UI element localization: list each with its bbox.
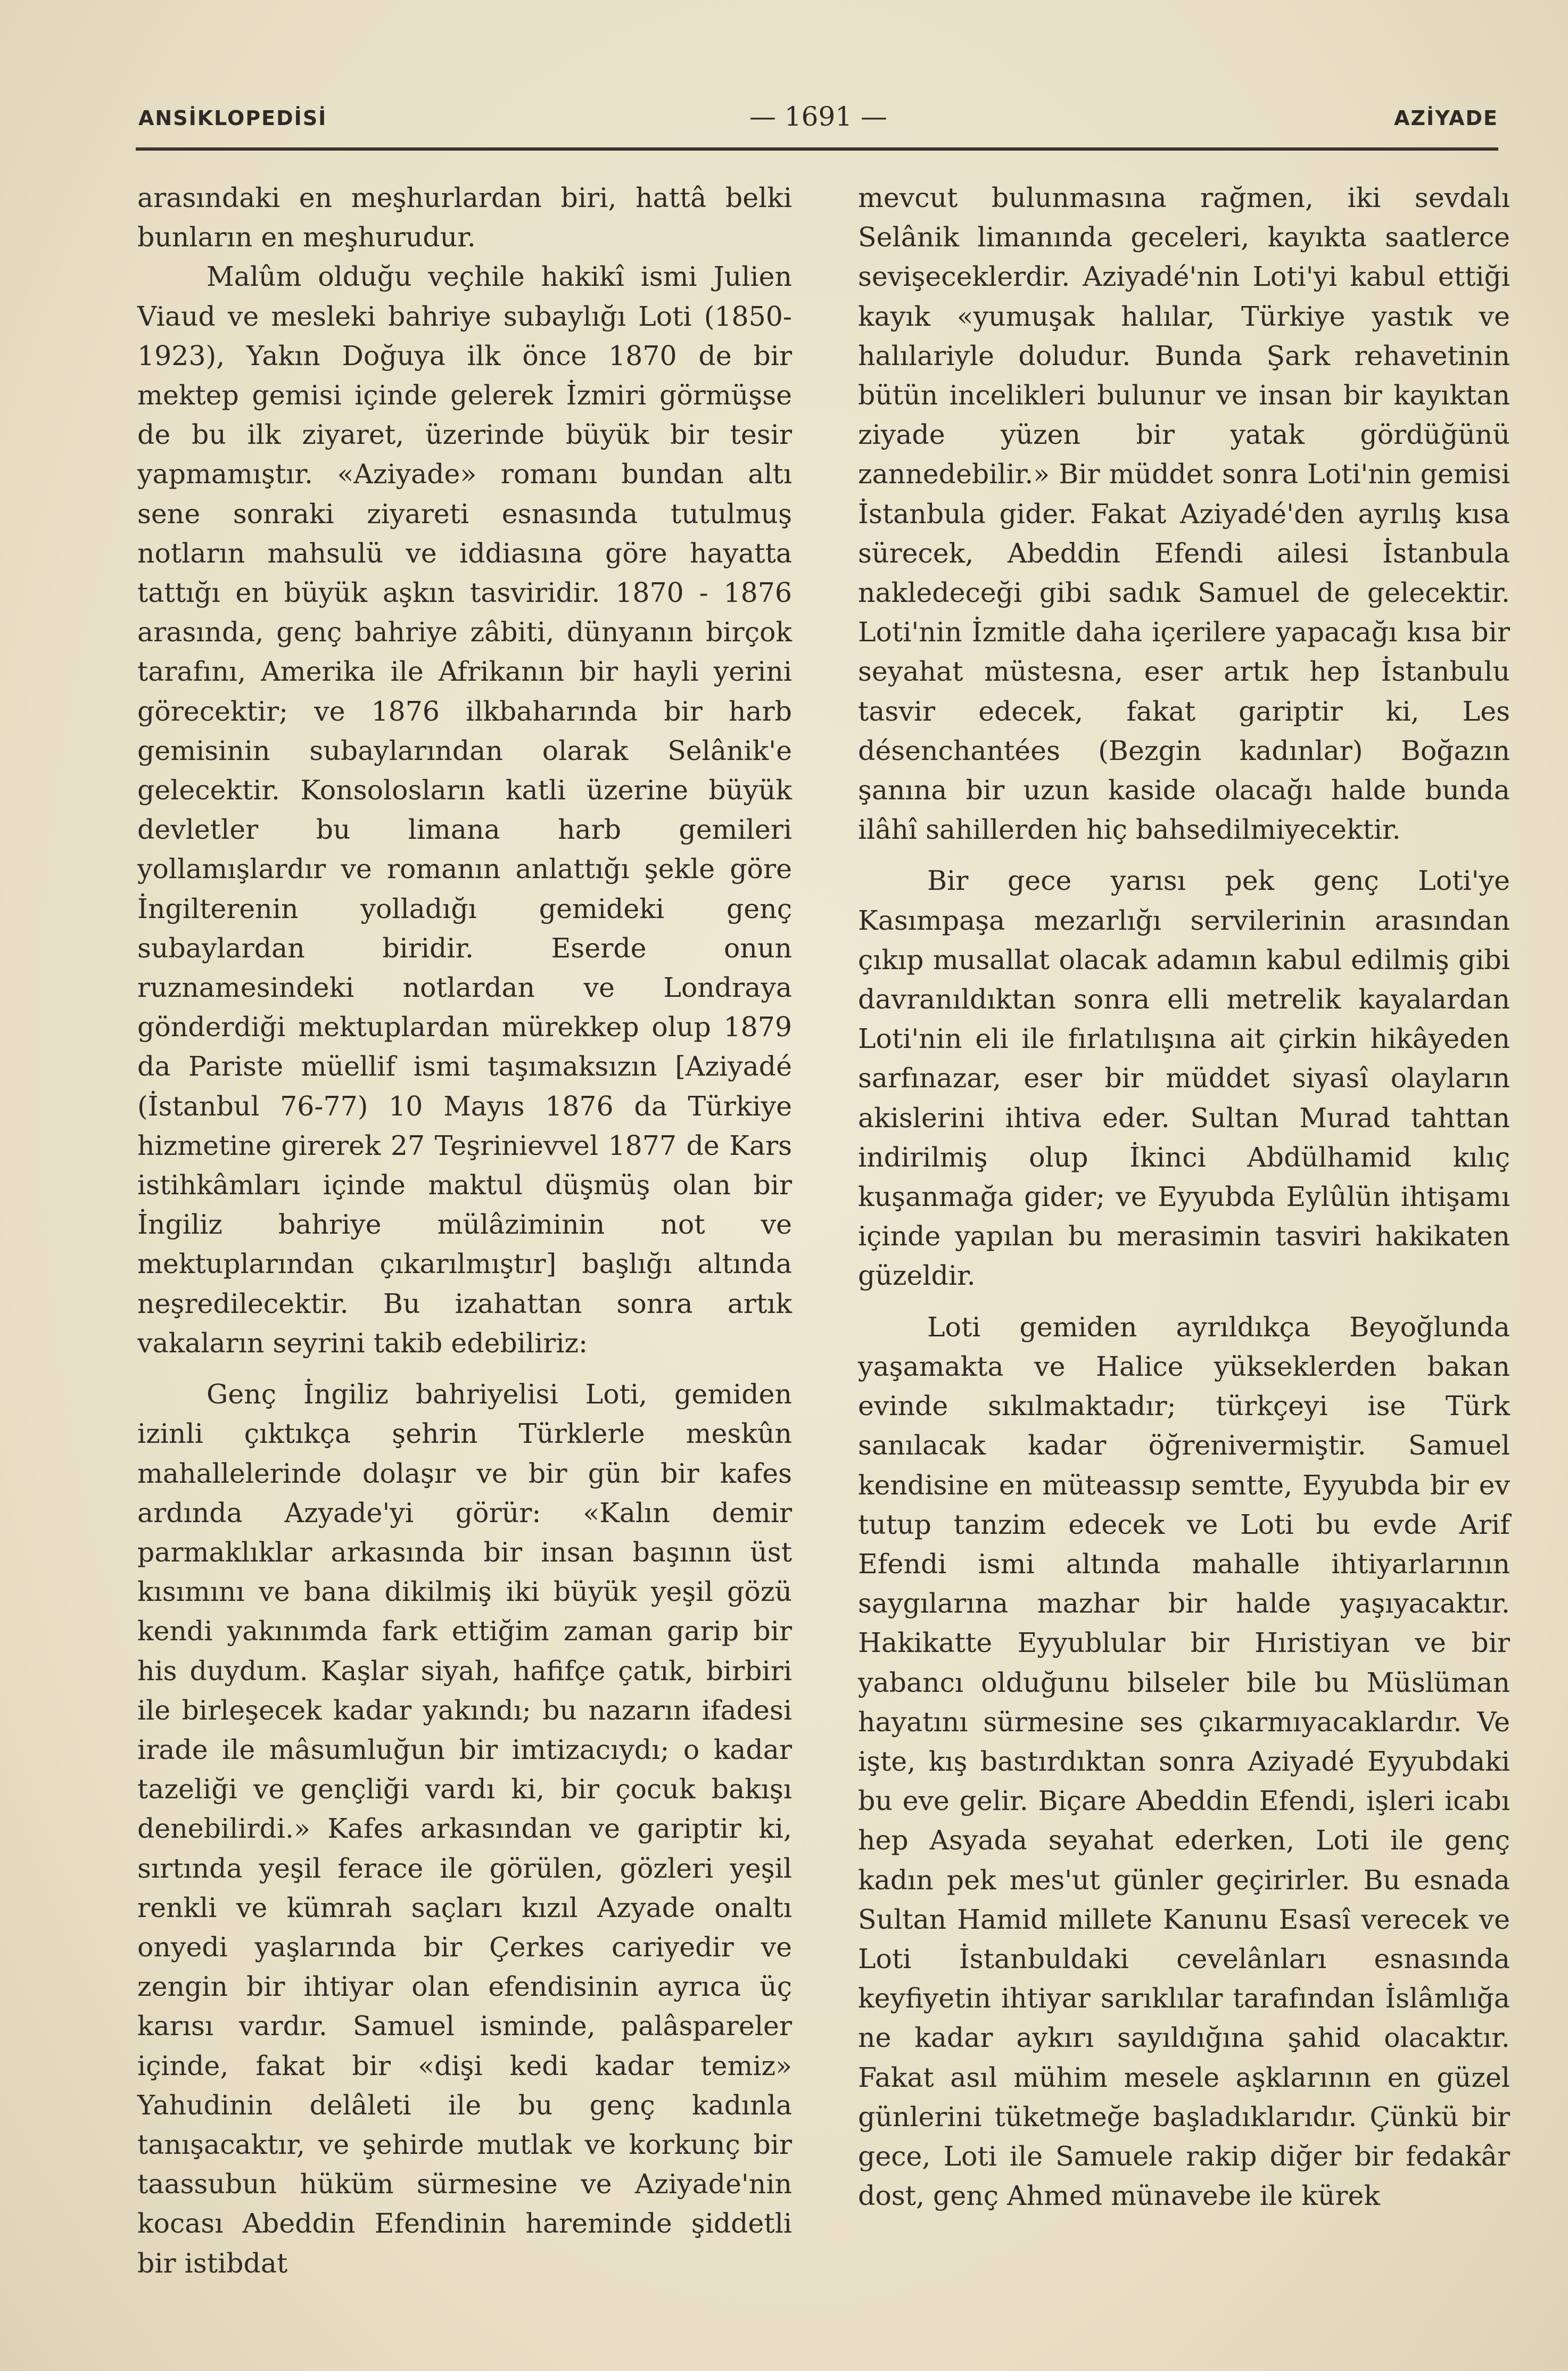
paragraph: arasındaki en meşhurlardan biri, hattâ belki bunların en meşhurudur.: [137, 182, 792, 253]
header-left-title: ANSİKLOPEDİSİ: [138, 106, 327, 130]
paragraph: Malûm olduğu veçhile hakikî ismi Julien Viaud ve mesleki bahriye subaylığı Loti (1850-1923), Yakın Doğuya ilk önce 1870 de bir mektep gemisi içinde gelerek İzmiri görmüşse de bu ilk ziyaret, üzerinde büyük bir tesir yapmamıştır. «Aziyade» romanı bundan altı sene sonraki ziyareti esnasında tutulmuş notların mahsulü ve iddiasına göre hayatta tattığı en büyük aşkın tasviridir. 1870 - 1876 arasında, genç bahriye zâbiti, dünyanın birçok tarafını, Amerika ile Afrikanın bir hayli yerini görecektir; ve 1876 ilkbaharında bir harb gemisinin subaylarından olarak Selânik'e gelecektir. Konsolosların katli üzerine büyük devletler bu limana harb gemileri yollamışlardır ve romanın anlattığı şekle göre İngilterenin yolladığı gemideki genç subaylardan biridir. Eserde onun ruznamesindeki notlardan ve Londraya gönderdiği mektuplardan mürekkep olup 1879 da Pariste müellif ismi taşımaksızın [Aziyadé (İstanbul 76-77) 10 Mayıs 1876 da Türkiye hizmetine girerek 27 Teşrinievvel 1877 de Kars istihkâmları içinde maktul düşmüş olan bir İngiliz bahriye mülâziminin not ve mektuplarından çıkarılmıştır] başlığı altında neşredilecektir. Bu izahattan sonra artık vakaların seyrini takib edebiliriz:: [137, 261, 792, 1359]
header-rule: [136, 147, 1498, 151]
paragraph: mevcut bulunmasına rağmen, iki sevdalı Selânik limanında geceleri, kayıkta saatlerce sevişeceklerdir. Aziyadé'nin Loti'yi kabul ettiği kayık «yumuşak halılar, Türkiye yastık ve halılariyle doludur. Bunda Şark rehavetinin bütün incelikleri bulunur ve insan bir kayıktan ziyade yüzen bir yatak gördüğünü zannedebilir.» Bir müddet sonra Loti'nin gemisi İstanbula gider. Fakat Aziyadé'den ayrılış kısa sürecek, Abeddin Efendi ailesi İstanbula nakledeceği gibi sadık Samuel de gelecektir. Loti'nin İzmitle daha içerilere yapacağı kısa bir seyahat müstesna, eser artık hep İstanbulu tasvir edecek, fakat gariptir ki, Les désenchantées (Bezgin kadınlar) Boğazın şanına bir uzun kaside olacağı halde bunda ilâhî sahillerden hiç bahsedilmiyecektir.: [858, 182, 1510, 846]
header-right-title: AZİYADE: [1394, 106, 1498, 130]
paragraph: Loti gemiden ayrıldıkça Beyoğlunda yaşamakta ve Halice yükseklerden bakan evinde sıkılmaktadır; türkçeyi ise Türk sanılacak kadar öğrenivermiştir. Samuel kendisine en müteassıp semtte, Eyyubda bir ev tutup tanzim edecek ve Loti bu evde Arif Efendi ismi altında mahalle ihtiyarlarının saygılarına mazhar bir halde yaşıyacaktır. Hakikatte Eyyublular bir Hıristiyan ve bir yabancı olduğunu bilseler bile bu Müslüman hayatını sürmesine ses çıkarmıyacaklardır. Ve işte, kış bastırdıktan sonra Aziyadé Eyyubdaki bu eve gelir. Biçare Abeddin Efendi, işleri icabı hep Asyada seyahat ederken, Loti ile genç kadın pek mes'ut günler geçirirler. Bu esnada Sultan Hamid millete Kanunu Esasî verecek ve Loti İstanbuldaki cevelânları esnasında keyfiyetin ihtiyar sarıklılar tarafından İslâmlığa ne kadar aykırı sayıldığına şahid olacaktır. Fakat asıl mühim mesele aşklarının en güzel günlerini tüketmeğe başladıklarıdır. Çünkü bir gece, Loti ile Samuele rakip diğer bir fedakâr dost, genç Ahmed münavebe ile kürek: [858, 1311, 1510, 2212]
paragraph: Bir gece yarısı pek genç Loti'ye Kasımpaşa mezarlığı servilerinin arasından çıkıp musallat olacak adamın kabul edilmiş gibi davranıldıktan sonra elli metrelik kayalardan Loti'nin eli ile fırlatılışına ait çirkin hikâyeden sarfınazar, eser bir müddet siyasî olayların akislerini ihtiva eder. Sultan Murad tahttan indirilmiş olup İkinci Abdülhamid kılıç kuşanmağa gider; ve Eyyubda Eylûlün ihtişamı içinde yapılan bu merasimin tasviri hakikaten güzeldir.: [858, 865, 1510, 1292]
running-header: [138, 101, 1498, 144]
left-column: [137, 178, 792, 2279]
page-number: — 1691 —: [749, 101, 888, 132]
paragraph: Genç İngiliz bahriyelisi Loti, gemiden izinli çıktıkça şehrin Türklerle meskûn mahallelerinde dolaşır ve bir gün bir kafes ardında Azyade'yi görür: «Kalın demir parmaklıklar arkasında bir insan başının üst kısımını ve bana dikilmiş iki büyük yeşil gözü kendi yakınımda fark ettiğim zaman garip bir his duydum. Kaşlar siyah, hafifçe çatık, birbiri ile birleşecek kadar yakındı; bu nazarın ifadesi irade ile mâsumluğun bir imtizacıydı; o kadar tazeliği ve gençliği vardı ki, bir çocuk bakışı denebilirdi.» Kafes arkasından ve gariptir ki, sırtında yeşil ferace ile görülen, gözleri yeşil renkli ve kümrah saçları kızıl Azyade onaltı onyedi yaşlarında bir Çerkes cariyedir ve zengin bir ihtiyar olan efendisinin ayrıca üç karısı vardır. Samuel isminde, palâspareler içinde, fakat bir «dişi kedi kadar temiz» Yahudinin delâleti ile bu genç kadınla tanışacaktır, ve şehirde mutlak ve korkunç bir taassubun hüküm sürmesine ve Aziyade'nin kocası Abeddin Efendinin hareminde şiddetli bir istibdat: [137, 1378, 792, 2279]
right-column: [858, 178, 1510, 2212]
